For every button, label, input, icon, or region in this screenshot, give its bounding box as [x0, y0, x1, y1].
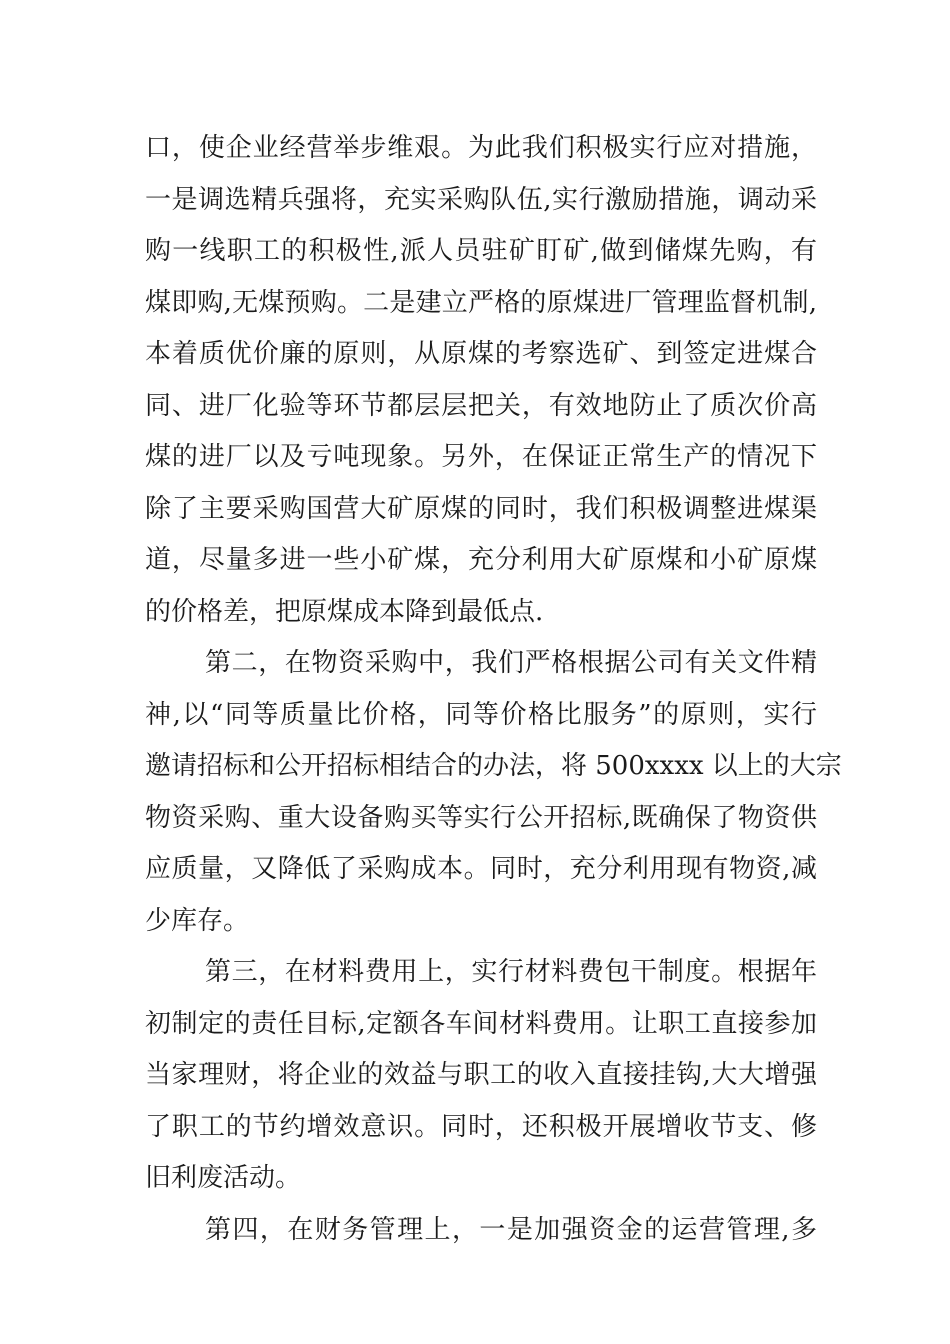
document-body: [145, 123, 842, 1256]
text-line: 煤即购,无煤预购。二是建立严格的原煤进厂管理监督机制,: [145, 287, 817, 318]
text-line: 物资采购、重大设备购买等实行公开招标,既确保了物资供: [145, 802, 817, 833]
text-line: 本着质优价廉的原则，从原煤的考察选矿、到签定进煤合: [145, 339, 817, 369]
text-line: 同、进厂化验等环节都层层把关，有效地防止了质次价高: [145, 390, 817, 421]
text-line: 一是调选精兵强将，充实采购队伍,实行激励措施，调动采: [145, 184, 817, 215]
text-line: 当家理财，将企业的效益与职工的收入直接挂钩,大大增强: [145, 1060, 817, 1090]
text-line: 除了主要采购国营大矿原煤的同时，我们积极调整进煤渠: [145, 493, 817, 524]
text-line: 购一线职工的积极性,派人员驻矿盯矿,做到储煤先购，有: [145, 236, 817, 266]
paragraph-start-line: 第二，在物资采购中，我们严格根据公司有关文件精: [205, 648, 817, 678]
text-line: 邀请招标和公开招标相结合的办法，将 500xxxx 以上的大宗: [145, 751, 842, 781]
text-line: 的价格差，把原煤成本降到最低点.: [145, 596, 544, 627]
paragraph-start-line: 第三，在材料费用上，实行材料费包干制度。根据年: [205, 957, 817, 987]
text-line: 少库存。: [145, 905, 250, 936]
text-line: 煤的进厂以及亏吨现象。另外，在保证正常生产的情况下: [145, 442, 817, 472]
text-line: 了职工的节约增效意识。同时，还积极开展增收节支、修: [145, 1111, 817, 1142]
text-line: 初制定的责任目标,定额各车间材料费用。让职工直接参加: [145, 1008, 817, 1039]
text-line: 口，使企业经营举步维艰。为此我们积极实行应对措施，: [145, 133, 817, 163]
paragraph-start-line: 第四，在财务管理上，一是加强资金的运营管理,多: [205, 1214, 817, 1245]
text-line: 道，尽量多进一些小矿煤，充分利用大矿原煤和小矿原煤: [145, 545, 817, 575]
text-line: 应质量，又降低了采购成本。同时，充分利用现有物资,减: [145, 854, 817, 884]
text-line: 神,以“同等质量比价格，同等价格比服务”的原则，实行: [145, 699, 817, 730]
text-line: 旧利废活动。: [145, 1163, 302, 1193]
